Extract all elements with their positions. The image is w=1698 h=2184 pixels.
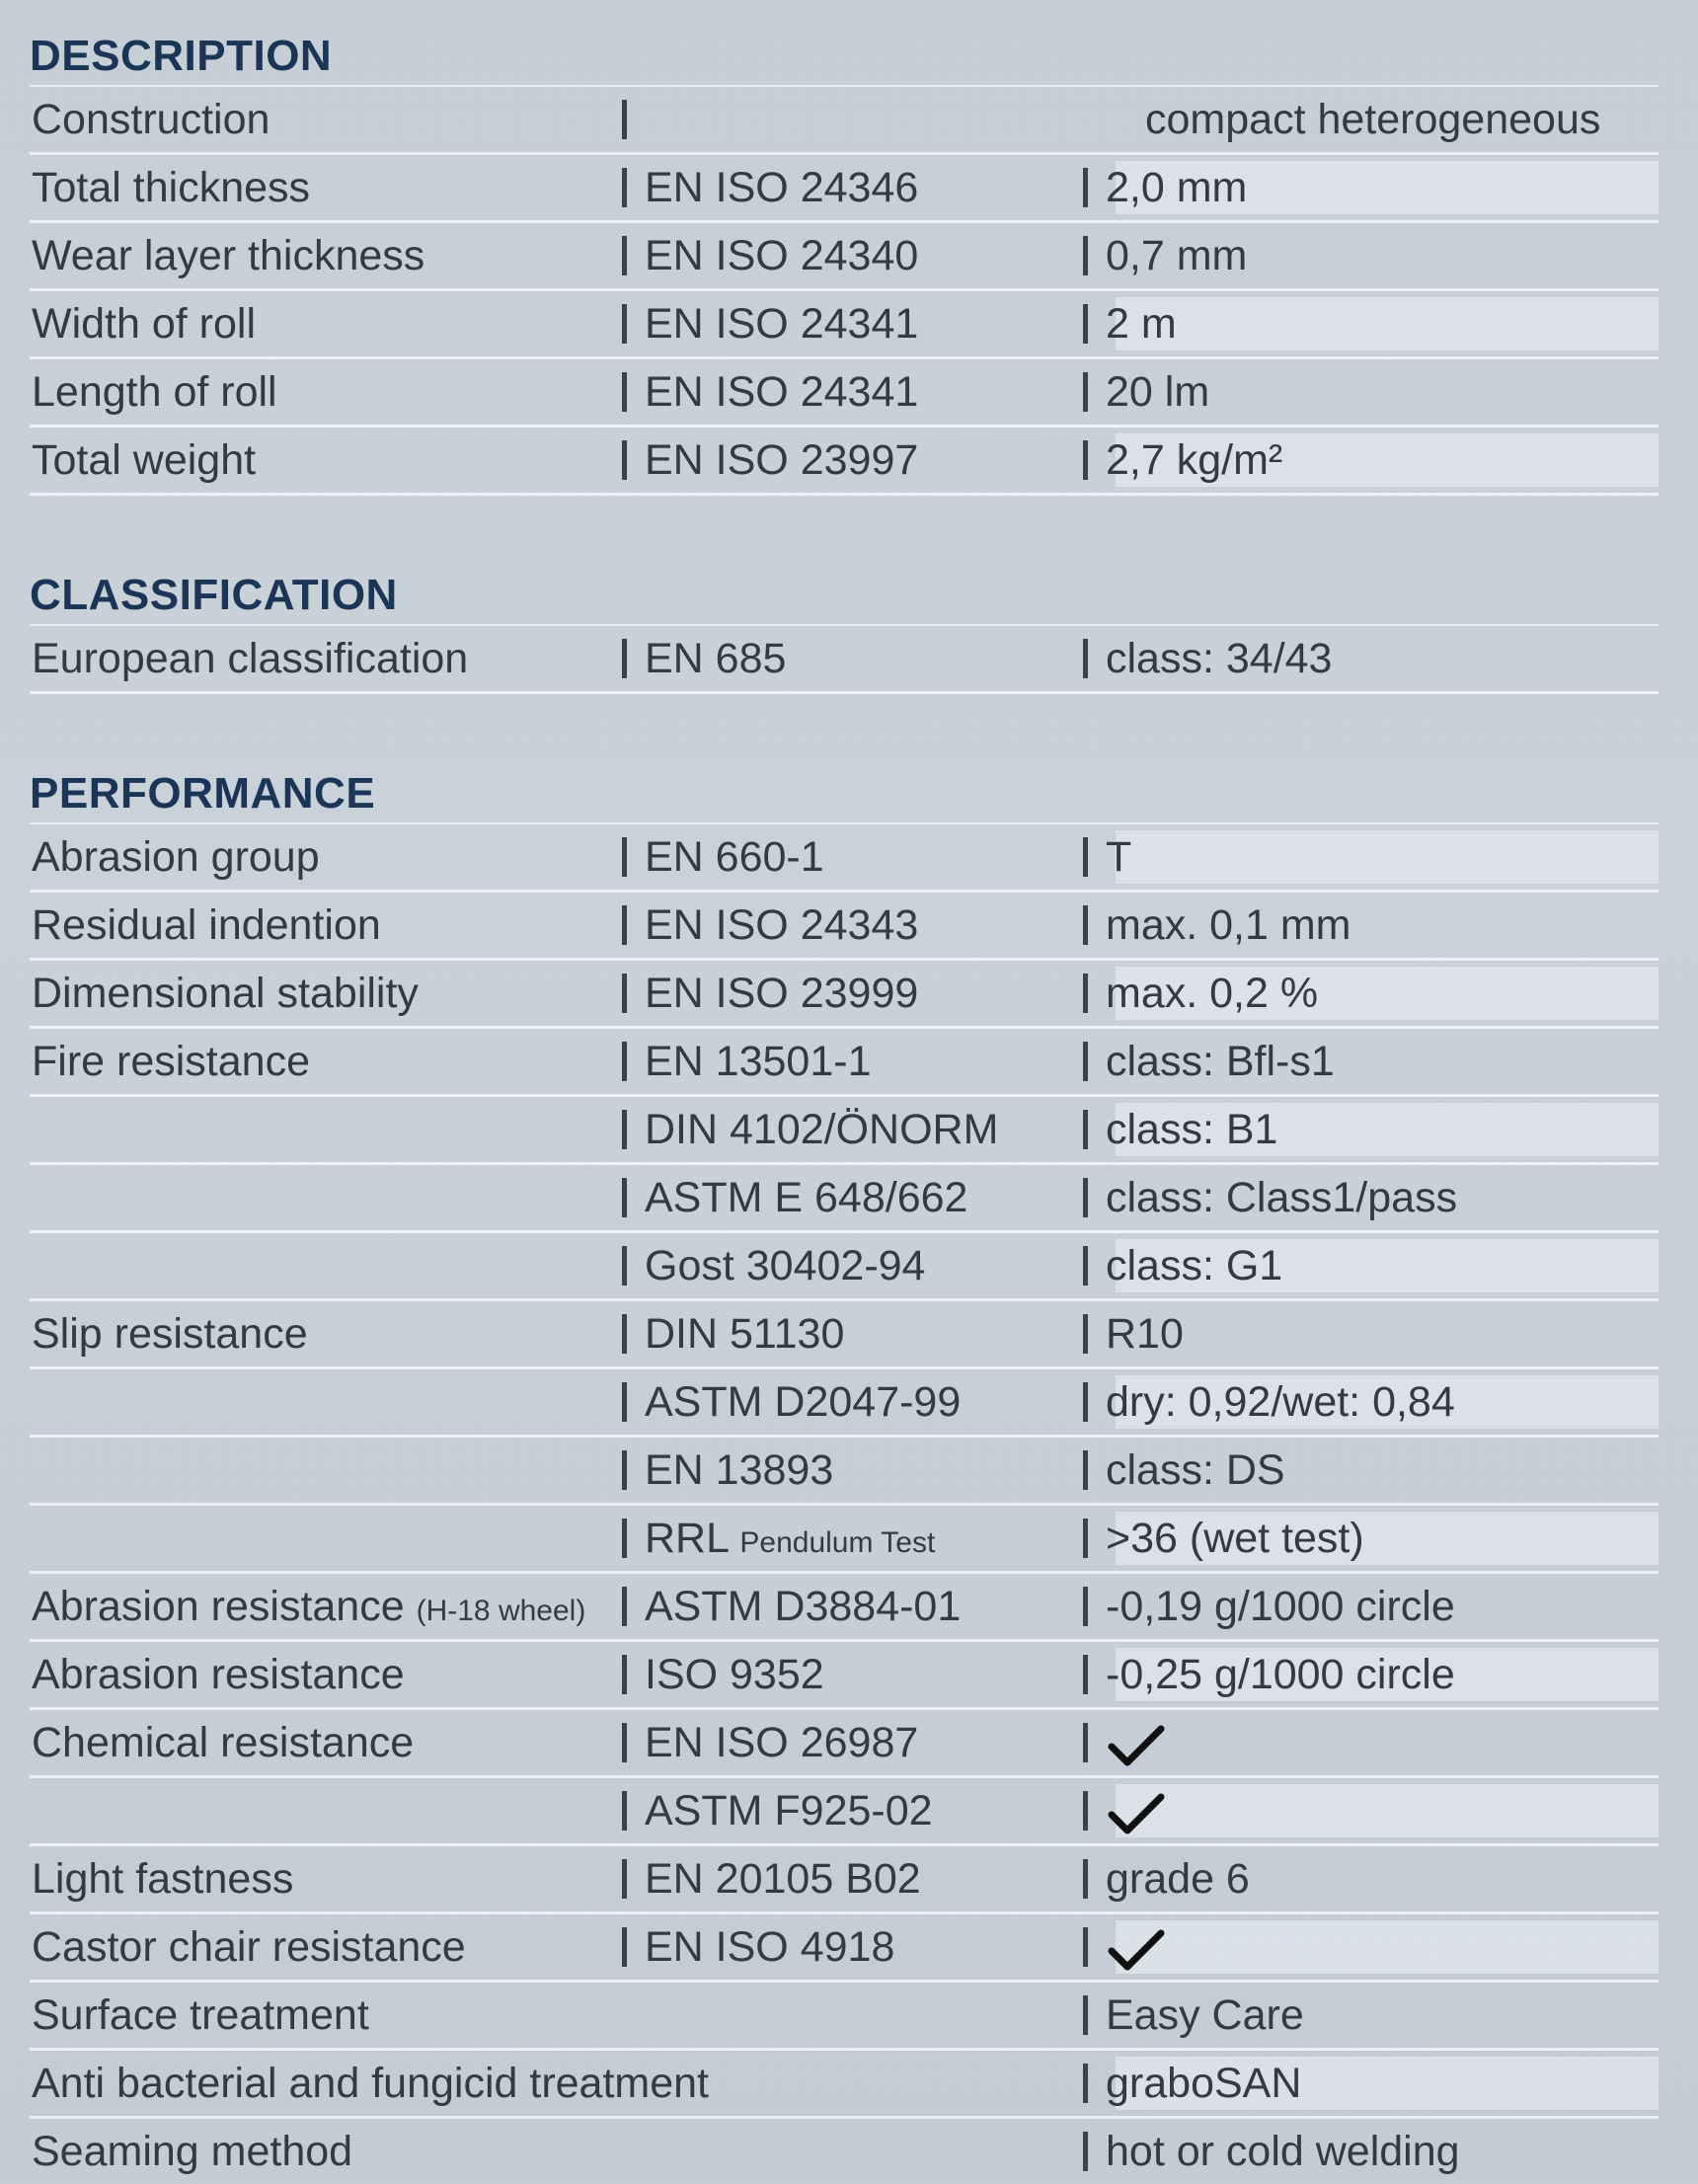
separator-bar — [622, 1382, 627, 1422]
row-label: Wear layer thickness — [32, 232, 425, 279]
table-row — [30, 1642, 1659, 1710]
separator-bar — [622, 168, 627, 207]
separator-bar — [622, 1110, 627, 1149]
separator-bar — [1083, 1314, 1088, 1354]
separator-bar — [622, 1587, 627, 1626]
table-row — [30, 893, 1659, 961]
row-label: Dimensional stability — [32, 970, 419, 1017]
table-row — [30, 1301, 1659, 1369]
separator-bar — [622, 639, 627, 678]
row-value: 2 m — [1083, 291, 1177, 356]
row-standard: EN 685 — [622, 626, 786, 691]
row-label: Total thickness — [32, 164, 311, 211]
row-standard: RRL Pendulum Test — [622, 1506, 935, 1571]
row-value: 20 lm — [1083, 359, 1209, 425]
row-standard: Gost 30402-94 — [622, 1233, 925, 1298]
separator-bar — [1083, 1450, 1088, 1490]
row-standard: EN ISO 23997 — [622, 428, 918, 493]
separator-bar — [622, 1450, 627, 1490]
row-standard: ISO 9352 — [622, 1642, 824, 1707]
classification-table — [30, 626, 1659, 694]
table-row — [30, 1029, 1659, 1097]
separator-bar — [622, 1519, 627, 1558]
row-label: Construction — [32, 96, 270, 143]
checkmark-icon — [1106, 1723, 1165, 1768]
checkmark-icon — [1106, 1791, 1165, 1836]
separator-bar — [622, 100, 627, 139]
row-value: grade 6 — [1083, 1846, 1250, 1911]
separator-bar — [1083, 168, 1088, 207]
table-row — [30, 1233, 1659, 1301]
separator-bar — [1083, 1042, 1088, 1081]
description-table — [30, 87, 1659, 496]
separator-bar — [622, 1178, 627, 1217]
row-standard: EN ISO 24341 — [622, 359, 918, 425]
table-row — [30, 428, 1659, 496]
row-value: class: Bfl-s1 — [1083, 1029, 1335, 1094]
row-value: 0,7 mm — [1083, 223, 1247, 288]
separator-bar — [1083, 1519, 1088, 1558]
row-standard: ASTM E 648/662 — [622, 1165, 967, 1230]
table-row — [30, 961, 1659, 1029]
row-standard: EN ISO 24346 — [622, 155, 918, 220]
row-value: T — [1083, 824, 1131, 890]
separator-bar — [622, 974, 627, 1013]
row-standard — [622, 87, 645, 152]
separator-bar — [622, 440, 627, 480]
separator-bar — [1083, 1382, 1088, 1422]
row-standard: ASTM F925-02 — [622, 1778, 933, 1843]
separator-bar — [1083, 1178, 1088, 1217]
row-label: Abrasion resistance (H-18 wheel) — [32, 1583, 586, 1630]
row-label: Residual indention — [32, 901, 381, 949]
separator-bar — [622, 905, 627, 945]
row-value: compact heterogeneous — [1145, 96, 1601, 143]
separator-bar — [622, 1723, 627, 1762]
separator-bar — [622, 1791, 627, 1831]
row-label: Light fastness — [32, 1855, 294, 1903]
row-standard: DIN 4102/ÖNORM — [622, 1097, 998, 1162]
row-value — [1083, 1710, 1165, 1775]
row-standard: EN ISO 26987 — [622, 1710, 918, 1775]
separator-bar — [1083, 2064, 1088, 2103]
row-value — [1083, 1778, 1165, 1843]
row-label: Abrasion resistance — [32, 1651, 405, 1698]
checkmark-icon — [1106, 1927, 1165, 1973]
section-title-description: DESCRIPTION — [30, 28, 1659, 87]
row-label: Fire resistance — [32, 1038, 310, 1085]
row-label: Total weight — [32, 436, 257, 484]
table-row — [30, 1506, 1659, 1574]
row-standard: ASTM D3884-01 — [622, 1574, 961, 1639]
separator-bar — [622, 1927, 627, 1967]
row-value: class: G1 — [1083, 1233, 1282, 1298]
row-value: graboSAN — [1083, 2051, 1301, 2116]
table-row — [30, 1097, 1659, 1165]
table-row — [30, 291, 1659, 359]
row-label: Surface treatment — [32, 1991, 369, 2039]
separator-bar — [622, 1655, 627, 1694]
separator-bar — [1083, 837, 1088, 877]
performance-table — [30, 824, 1659, 2184]
row-label: European classification — [32, 635, 469, 682]
table-row — [30, 2051, 1659, 2119]
table-row — [30, 626, 1659, 694]
row-label: Chemical resistance — [32, 1719, 415, 1766]
row-value: -0,19 g/1000 circle — [1083, 1574, 1455, 1639]
separator-bar — [1083, 1587, 1088, 1626]
row-value: hot or cold welding — [1083, 2119, 1460, 2184]
row-label: Slip resistance — [32, 1310, 308, 1358]
separator-bar — [1083, 905, 1088, 945]
table-row — [30, 1438, 1659, 1506]
row-value: -0,25 g/1000 circle — [1083, 1642, 1455, 1707]
table-row — [30, 223, 1659, 291]
separator-bar — [1083, 1995, 1088, 2035]
separator-bar — [1083, 372, 1088, 412]
row-standard: EN 20105 B02 — [622, 1846, 921, 1911]
separator-bar — [1083, 1791, 1088, 1831]
section-title-classification: CLASSIFICATION — [30, 567, 1659, 626]
separator-bar — [1083, 639, 1088, 678]
table-row — [30, 359, 1659, 428]
separator-bar — [622, 1246, 627, 1286]
row-standard: EN ISO 24343 — [622, 893, 918, 958]
separator-bar — [1083, 1246, 1088, 1286]
table-row — [30, 1983, 1659, 2051]
table-row — [30, 1165, 1659, 1233]
row-label: Seaming method — [32, 2128, 353, 2175]
row-label: Castor chair resistance — [32, 1923, 466, 1971]
section-title-performance: PERFORMANCE — [30, 765, 1659, 824]
table-row — [30, 87, 1659, 155]
separator-bar — [1083, 1110, 1088, 1149]
separator-bar — [622, 236, 627, 275]
separator-bar — [622, 1042, 627, 1081]
row-standard: EN ISO 23999 — [622, 961, 918, 1026]
row-standard: EN ISO 24340 — [622, 223, 918, 288]
table-row — [30, 1778, 1659, 1846]
table-row — [30, 155, 1659, 223]
table-row — [30, 1574, 1659, 1642]
table-row — [30, 1710, 1659, 1778]
row-value: max. 0,2 % — [1083, 961, 1318, 1026]
row-value: max. 0,1 mm — [1083, 893, 1351, 958]
separator-bar — [1083, 236, 1088, 275]
table-row — [30, 1914, 1659, 1983]
row-standard: EN ISO 4918 — [622, 1914, 894, 1980]
row-standard: DIN 51130 — [622, 1301, 844, 1366]
row-standard: EN 660-1 — [622, 824, 824, 890]
separator-bar — [1083, 440, 1088, 480]
row-label: Length of roll — [32, 368, 277, 416]
row-value: class: 34/43 — [1083, 626, 1332, 691]
separator-bar — [1083, 1859, 1088, 1899]
row-standard: EN 13893 — [622, 1438, 833, 1503]
row-standard: EN ISO 24341 — [622, 291, 918, 356]
separator-bar — [622, 372, 627, 412]
separator-bar — [1083, 974, 1088, 1013]
table-row — [30, 1369, 1659, 1438]
separator-bar — [1083, 1655, 1088, 1694]
row-value — [1083, 1914, 1165, 1980]
table-row — [30, 1846, 1659, 1914]
standard-note: Pendulum Test — [739, 1526, 936, 1559]
separator-bar — [1083, 1723, 1088, 1762]
row-value: class: DS — [1083, 1438, 1285, 1503]
table-row — [30, 2119, 1659, 2184]
row-value: dry: 0,92/wet: 0,84 — [1083, 1369, 1455, 1435]
table-row — [30, 824, 1659, 893]
label-note: (H-18 wheel) — [416, 1595, 586, 1627]
row-value: 2,7 kg/m² — [1083, 428, 1282, 493]
row-label: Anti bacterial and fungicid treatment — [32, 2060, 710, 2107]
row-label: Abrasion group — [32, 833, 320, 881]
separator-bar — [1083, 1927, 1088, 1967]
row-standard: EN 13501-1 — [622, 1029, 872, 1094]
row-value: >36 (wet test) — [1083, 1506, 1364, 1571]
row-standard: ASTM D2047-99 — [622, 1369, 961, 1435]
separator-bar — [1083, 2132, 1088, 2171]
row-value: R10 — [1083, 1301, 1184, 1366]
separator-bar — [622, 1314, 627, 1354]
row-label: Width of roll — [32, 300, 257, 348]
separator-bar — [622, 1859, 627, 1899]
spec-sheet — [30, 28, 1659, 2184]
row-value: 2,0 mm — [1083, 155, 1247, 220]
row-value: class: Class1/pass — [1083, 1165, 1457, 1230]
separator-bar — [622, 304, 627, 344]
separator-bar — [1083, 304, 1088, 344]
row-value: class: B1 — [1083, 1097, 1277, 1162]
row-value: Easy Care — [1083, 1983, 1304, 2048]
separator-bar — [622, 837, 627, 877]
